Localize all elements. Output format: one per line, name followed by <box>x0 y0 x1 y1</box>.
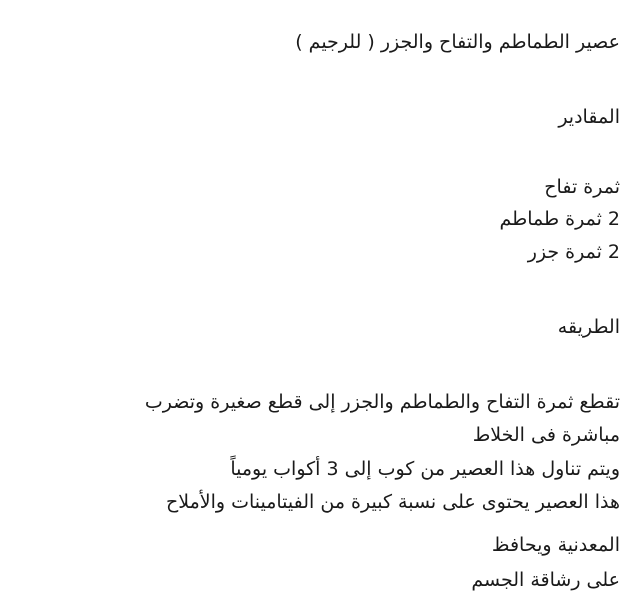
ingredient-item: 2 ثمرة طماطم <box>499 208 620 230</box>
ingredient-item: 2 ثمرة جزر <box>527 241 620 263</box>
method-heading: الطريقه <box>557 316 620 338</box>
method-line: هذا العصير يحتوى على نسبة كبيرة من الفيتامينات والأملاح <box>165 491 620 513</box>
method-line: مباشرة فى الخلاط <box>472 424 620 446</box>
method-line: على رشاقة الجسم <box>471 569 620 591</box>
method-line: ويتم تناول هذا العصير من كوب إلى 3 أكواب يومياً <box>230 458 620 480</box>
ingredient-item: ثمرة تفاح <box>544 176 620 198</box>
method-line: تقطع ثمرة التفاح والطماطم والجزر إلى قطع صغيرة وتضرب <box>144 391 620 413</box>
method-line: المعدنية ويحافظ <box>491 534 620 556</box>
recipe-title: عصير الطماطم والتفاح والجزر ( للرجيم ) <box>295 31 620 53</box>
ingredients-heading: المقادير <box>558 106 620 128</box>
